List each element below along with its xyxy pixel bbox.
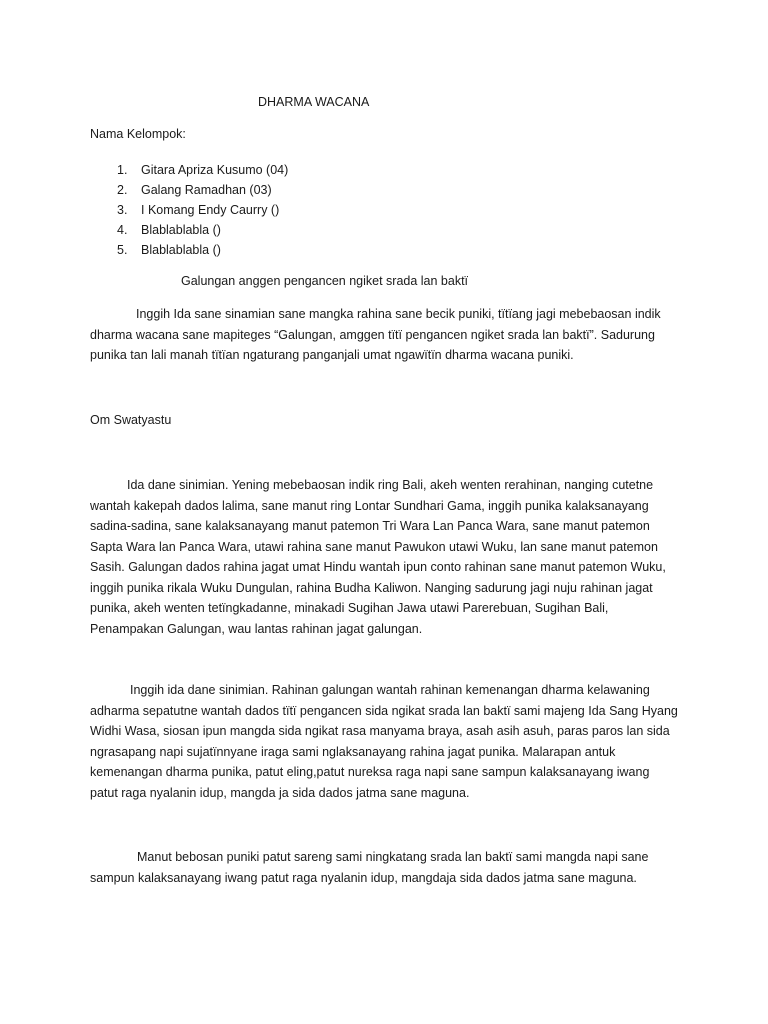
list-item [117,160,288,180]
paragraph-line: wantah kakepah dados lalima, sane manut ring Lontar Sundhari Gama, inggih punika kalaksanayang [90,498,649,513]
document-title: DHARMA WACANA [258,95,370,109]
paragraph-line: inggih punika rikala Wuku Dungulan, rahina Budha Kaliwon. Nanging sadurung jagi nuju rahinan jagat [90,580,653,595]
member-name: Blablablabla () [141,223,221,237]
list-item [117,200,288,220]
paragraph-line: dharma wacana sane mapiteges “Galungan, amggen tïtï pengancen ngiket srada lan baktï”. Sadurung [90,327,655,342]
paragraph-line: Manut bebosan puniki patut sareng sami ningkatang srada lan baktï sami mangda napi sane [137,850,649,864]
paragraph-line: Penampakan Galungan, wau lantas rahinan jagat galungan. [90,621,423,636]
paragraph-line: Ida dane sinimian. Yening mebebaosan indik ring Bali, akeh wenten rerahinan, nanging cutetne [127,478,654,492]
list-number: 4. [117,223,128,237]
paragraph-line: sadina-sadina, sane kalaksanayang manut patemon Tri Wara Lan Panca Wara, sane manut patemon [90,519,650,533]
body-paragraph-1 [90,475,690,639]
list-item [117,240,288,260]
intro-paragraph [90,304,690,366]
paragraph-line: Widhi Wasa, siosan ipun mangda sida ngikat rasa manyama braya, asah asih asuh, paras paros lan sida [90,724,670,738]
list-number: 5. [117,243,128,257]
list-number: 2. [117,183,128,197]
paragraph-line: punika tan lali manah tïtïan ngaturang panganjali umat ngawïtïn dharma wacana puniki. [90,348,574,362]
paragraph-line: sampun kalaksanayang iwang patut raga nyalanin idup, mangdaja sida dados jatma sane maguna. [90,870,637,885]
paragraph-line: punika, akeh wenten tetïngkadanne, minakadi Sugihan Jawa utawi Parerebuan, Sugihan Bali, [90,601,609,615]
member-name: I Komang Endy Caurry () [141,203,280,217]
list-number: 3. [117,203,128,217]
greeting: Om Swatyastu [90,413,172,427]
member-name: Gitara Apriza Kusumo (04) [141,163,289,177]
body-paragraph-3 [90,847,690,888]
paragraph-line: Sasih. Galungan dados rahina jagat umat Hindu wantah ipun conto rahinan sane manut patemon Wuku, [90,560,666,574]
paragraph-line: ngrasapang napi sujatïnnyane iraga sami nglaksanayang rahina jagat punika. Malarapan antuk [90,744,616,759]
member-list [117,160,288,260]
paragraph-line: kemenangan dharma punika, patut eling,patut nureksa raga napi sane sampun kalaksanayang iwang [90,765,650,779]
member-name: Galang Ramadhan (03) [141,183,272,197]
body-paragraph-2 [90,680,690,803]
paragraph-line: Inggih ida dane sinimian. Rahinan galungan wantah rahinan kemenangan dharma kelawaning [130,683,650,697]
member-name: Blablablabla () [141,243,221,257]
document-subtitle: Galungan anggen pengancen ngiket srada lan baktï [181,274,469,288]
list-item [117,220,288,240]
group-label: Nama Kelompok: [90,127,186,141]
paragraph-line: Inggih Ida sane sinamian sane mangka rahina sane becik puniki, tïtïang jagi mebebaosan indik [136,307,661,321]
paragraph-line: patut raga nyalanin idup, mangda ja sida dados jatma sane maguna. [90,785,470,800]
paragraph-line: Sapta Wara lan Panca Wara, utawi rahina sane manut Pawukon utawi Wuku, lan sane manut patemon [90,539,658,554]
list-item [117,180,288,200]
list-number: 1. [117,163,128,177]
paragraph-line: adharma sepatutne wantah dados tïtï pengancen sida ngikat srada lan baktï sami majeng Ida Sang Hyang [90,703,678,718]
